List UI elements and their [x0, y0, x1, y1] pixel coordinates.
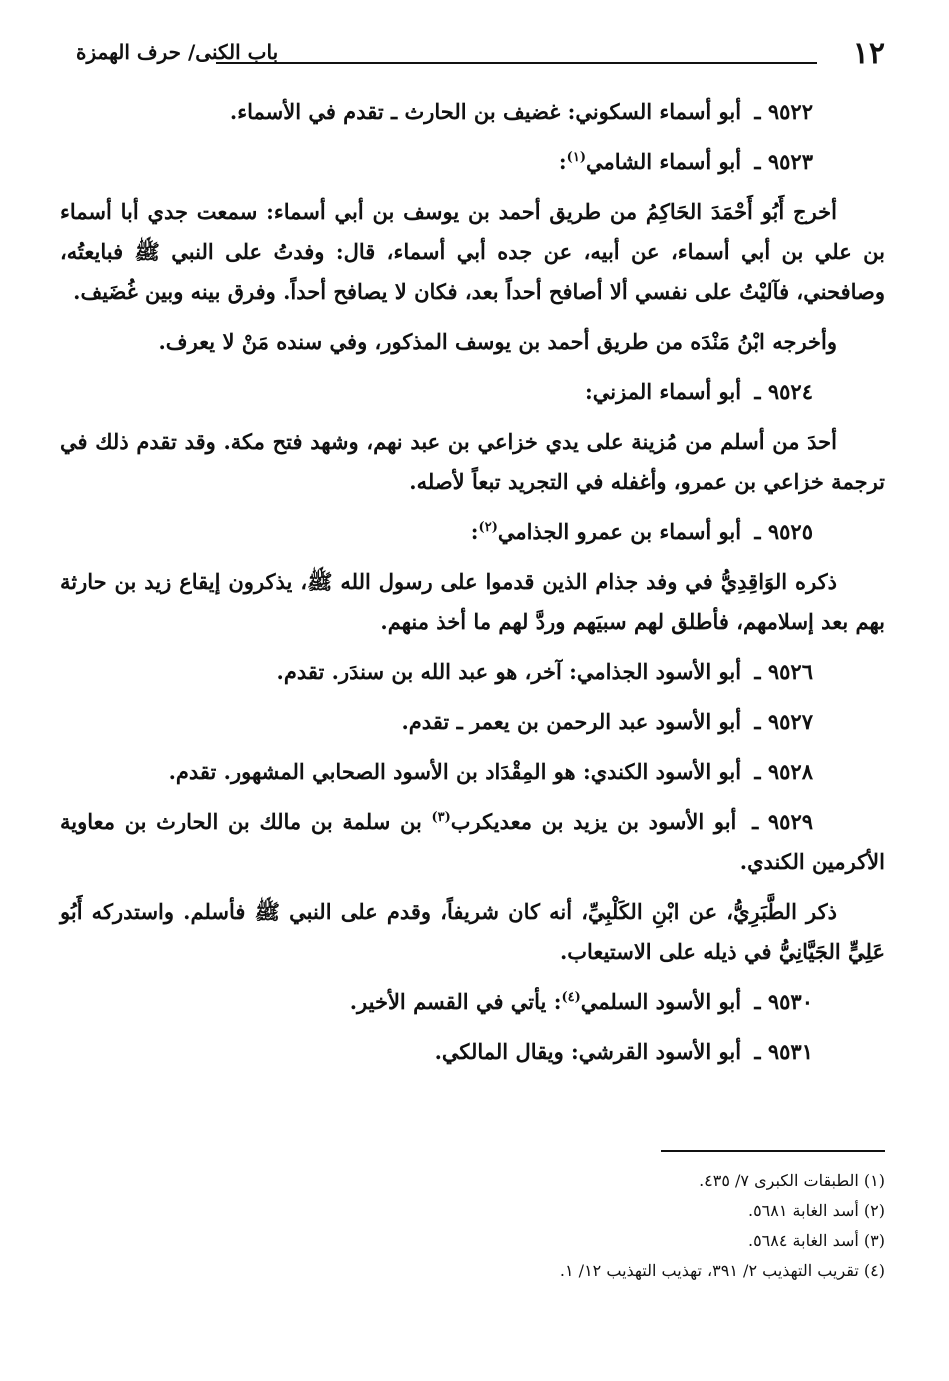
paragraph: أخرج أَبُو أَحْمَدَ الحَاكِمُ من طريق أحمد بن يوسف بن أبي أسماء: سمعت جدي أبا أسماء بن علي بن أبي أسماء، عن أبيه، عن جده أبي أسماء، قال: وفدتُ على النبي ﷺ فبايعتُه، وصافحني، فآليْتُ على نفسي ألا أصافح أحداً بعد، فكان لا يصافح أحداً. وفرق بينه وبين غُضَيف.: [60, 199, 885, 304]
entry-number: ٩٥٢٣ ـ: [754, 149, 813, 174]
entry-number: ٩٥٢٨ ـ: [754, 759, 813, 784]
footnote-4: (٤) تقريب التهذيب ٢/ ٣٩١، تهذيب التهذيب ١٢/ ١.: [559, 1261, 885, 1280]
page-number: ١٢: [852, 36, 885, 71]
entry-text: أبو أسماء السكوني: غضيف بن الحارث ـ تقدم في الأسماء.: [229, 99, 742, 124]
entry-9529: [60, 802, 885, 882]
entry-text-after: : يأتي في القسم الأخير.: [349, 989, 562, 1014]
entry-text-after: بن سلمة بن مالك بن الحارث بن معاوية الأكرمين الكندي.: [60, 809, 885, 874]
entry-number: ٩٥٢٦ ـ: [754, 659, 813, 684]
entry-text-after: :: [470, 519, 479, 544]
paragraph: وأخرجه ابْنُ مَنْدَه من طريق أحمد بن يوسف المذكور، وفي سنده مَنْ لا يعرف.: [158, 329, 837, 354]
entry-9528: [60, 752, 885, 792]
entry-number: ٩٥٢٢ ـ: [754, 99, 813, 124]
paragraph: ذكر الطَّبَرِيُّ، عن ابْنِ الكَلْبِيِّ، أنه كان شريفاً، وقدم على النبي ﷺ فأسلم. واستدركه أَبُو عَلِيٍّ الجَيَّانِيُّ في ذيله على الاستيعاب.: [60, 899, 885, 964]
entry-number: ٩٥٢٥ ـ: [754, 519, 813, 544]
paragraph: ذكره الوَاقِدِيُّ في وفد جذام الذين قدموا على رسول الله ﷺ، يذكرون إيقاع زيد بن حارثة بهم بعد إسلامهم، فأطلق لهم سبيَهم وردَّ لهم ما أخذ منهم.: [60, 569, 885, 634]
entry-text: أبو الأسود القرشي: ويقال المالكي.: [434, 1039, 742, 1064]
entry-9524: [60, 372, 885, 412]
entry-9527: [60, 702, 885, 742]
page-header: [76, 36, 885, 76]
entry-9523: [60, 142, 885, 182]
entry-text-after: :: [558, 149, 567, 174]
footnotes: [60, 1166, 885, 1286]
entry-text: أبو الأسود عبد الرحمن بن يعمر ـ تقدم.: [401, 709, 742, 734]
entry-9531: [60, 1032, 885, 1072]
entry-9526: [60, 652, 885, 692]
footnote-3: (٣) أسد الغابة ٥٦٨٤.: [747, 1231, 885, 1250]
entry-number: ٩٥٢٧ ـ: [754, 709, 813, 734]
entry-text: أبو الأسود السلمي: [580, 989, 742, 1014]
entry-text: أبو أسماء المزني: [592, 379, 742, 404]
footnote-separator: [661, 1150, 885, 1152]
header-rule: [216, 62, 817, 64]
main-text: [60, 92, 885, 1082]
entry-text: أبو الأسود الجذامي: آخر، هو عبد الله بن سندَر. تقدم.: [276, 659, 742, 684]
entry-text: أبو أسماء بن عمرو الجذامي: [497, 519, 742, 544]
footnote-ref: (٤): [561, 990, 581, 1005]
footnote-2: (٢) أسد الغابة ٥٦٨١.: [747, 1201, 885, 1220]
running-title: باب الكنى/ حرف الهمزة: [76, 40, 279, 64]
footnote-ref: (٣): [431, 810, 451, 825]
entry-number: ٩٥٣٠ ـ: [754, 989, 813, 1014]
footnote-ref: (٢): [478, 520, 498, 535]
entry-9525: [60, 512, 885, 552]
entry-number: ٩٥٣١ ـ: [754, 1039, 813, 1064]
entry-text: أبو الأسود بن يزيد بن معديكرب: [450, 809, 737, 834]
entry-9530: [60, 982, 885, 1022]
footnote-ref: (١): [566, 150, 586, 165]
footnote-1: (١) الطبقات الكبرى ٧/ ٤٣٥.: [699, 1171, 885, 1190]
entry-text: أبو الأسود الكندي: هو المِقْدَاد بن الأسود الصحابي المشهور. تقدم.: [168, 759, 742, 784]
paragraph: أحدَ من أسلم من مُزينة على يدي خزاعي بن عبد نهم، وشهد فتح مكة. وقد تقدم ذلك في ترجمة خزاعي بن عمرو، وأغفله في التجريد تبعاً لأصله.: [60, 429, 885, 494]
entry-text: أبو أسماء الشامي: [585, 149, 742, 174]
entry-text-after: :: [585, 379, 593, 404]
entry-number: ٩٥٢٤ ـ: [754, 379, 813, 404]
entry-number: ٩٥٢٩ ـ: [752, 809, 814, 834]
entry-9522: [60, 92, 885, 132]
